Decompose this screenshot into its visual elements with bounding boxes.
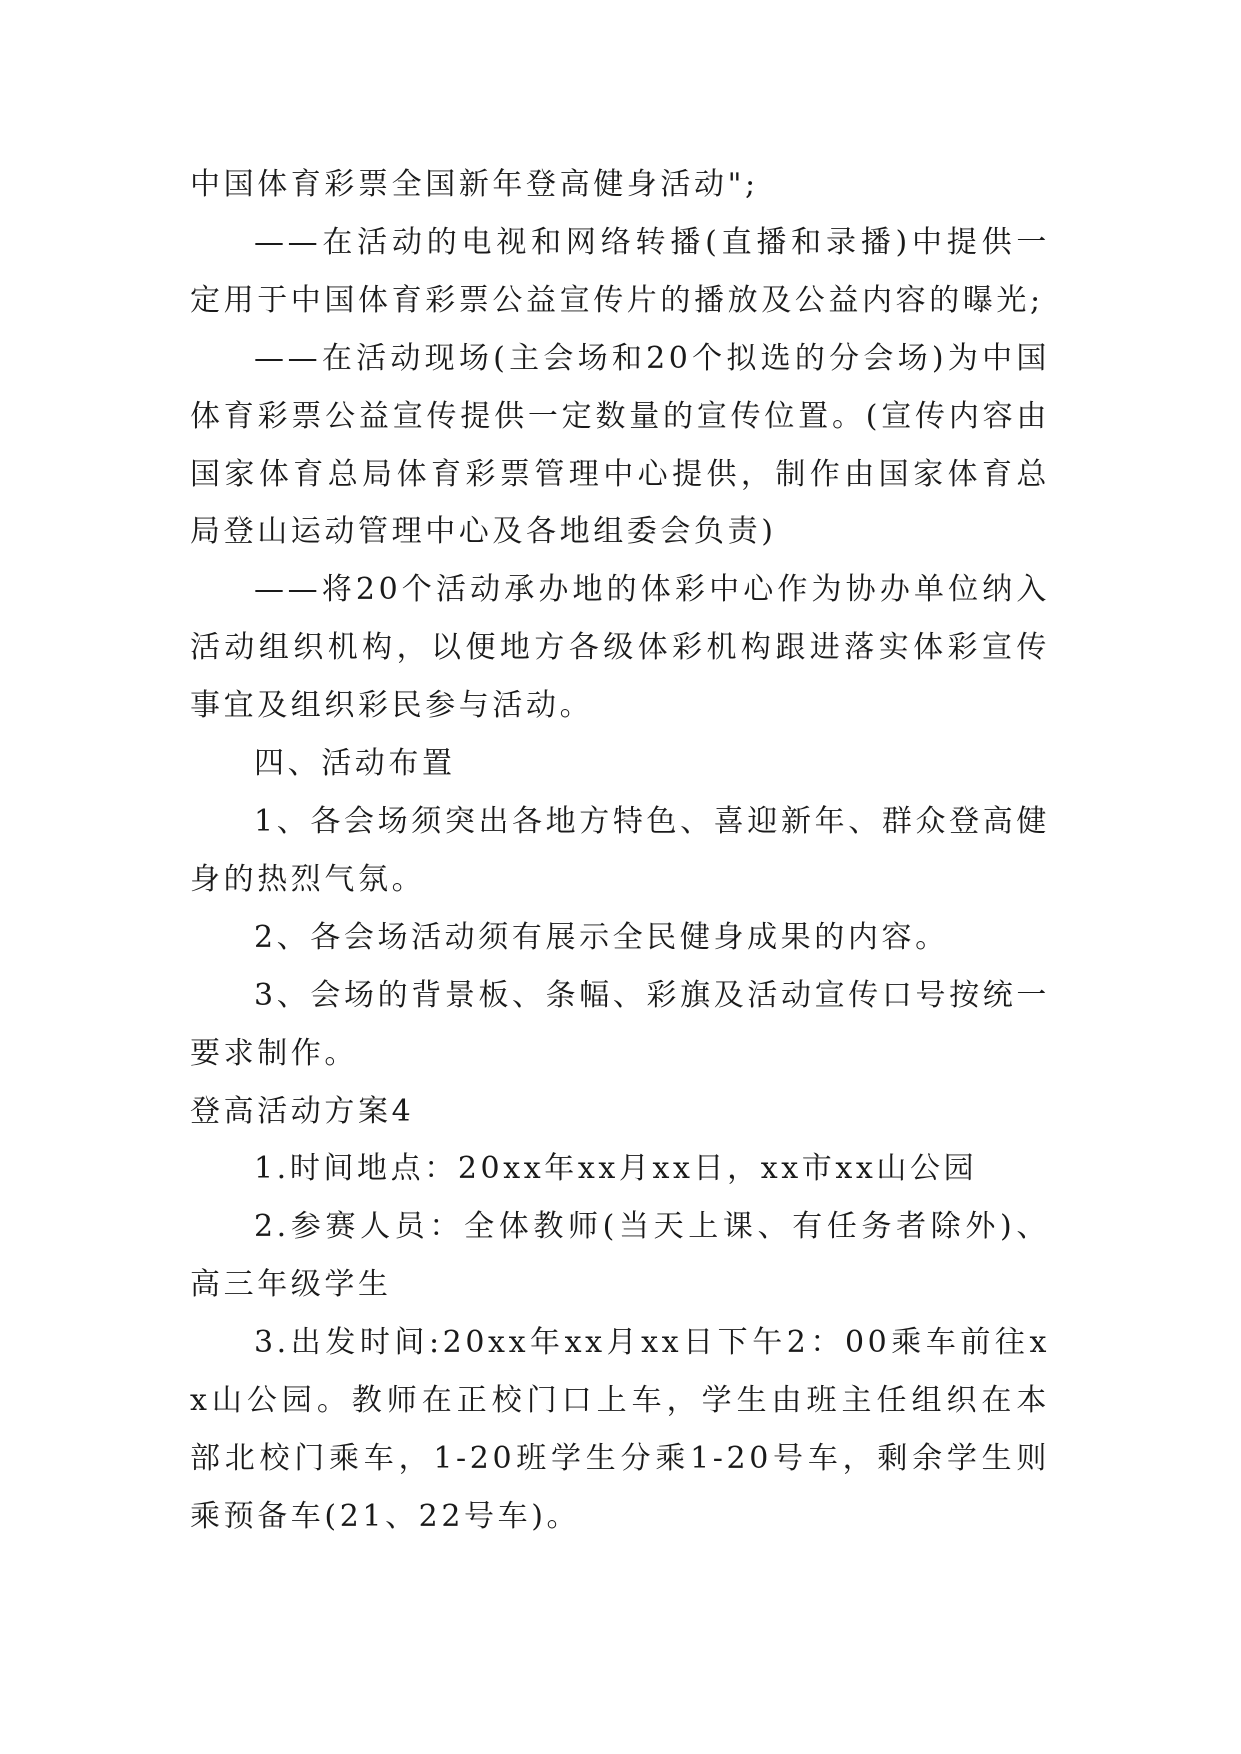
list-item: 2、各会场活动须有展示全民健身成果的内容。 [254, 919, 949, 955]
section-heading: 四、活动布置 [254, 746, 456, 782]
section-title: 登高活动方案4 [190, 1093, 415, 1129]
paragraph: 中国体育彩票全国新年登高健身活动"; [190, 167, 759, 202]
paragraph: ——在活动现场(主会场和20个拟选的分会场)为中国体育彩票公益宣传提供一定数量的宣传位置。(宣传内容由国家体育总局体育彩票管理中心提供，制作由国家体育总局登山运动管理中心及各地组委会负责) [190, 340, 1050, 550]
list-item: 3、会场的背景板、条幅、彩旗及活动宣传口号按统一要求制作。 [190, 977, 1050, 1071]
list-item: 2.参赛人员：全体教师(当天上课、有任务者除外)、高三年级学生 [190, 1209, 1050, 1303]
paragraph: ——在活动的电视和网络转播(直播和录播)中提供一定用于中国体育彩票公益宣传片的播放及公益内容的曝光; [190, 224, 1050, 318]
paragraph: ——将20个活动承办地的体彩中心作为协办单位纳入活动组织机构，以便地方各级体彩机构跟进落实体彩宣传事宜及组织彩民参与活动。 [190, 572, 1050, 724]
list-item: 1.时间地点：20xx年xx月xx日，xx市xx山公园 [254, 1151, 978, 1187]
list-item: 1、各会场须突出各地方特色、喜迎新年、群众登高健身的热烈气氛。 [190, 803, 1050, 897]
document-body [190, 156, 1050, 1546]
list-item: 3.出发时间:20xx年xx月xx日下午2：00乘车前往xx山公园。教师在正校门口上车，学生由班主任组织在本部北校门乘车，1-20班学生分乘1-20号车，剩余学生则乘预备车(21、22号车)。 [190, 1325, 1050, 1534]
